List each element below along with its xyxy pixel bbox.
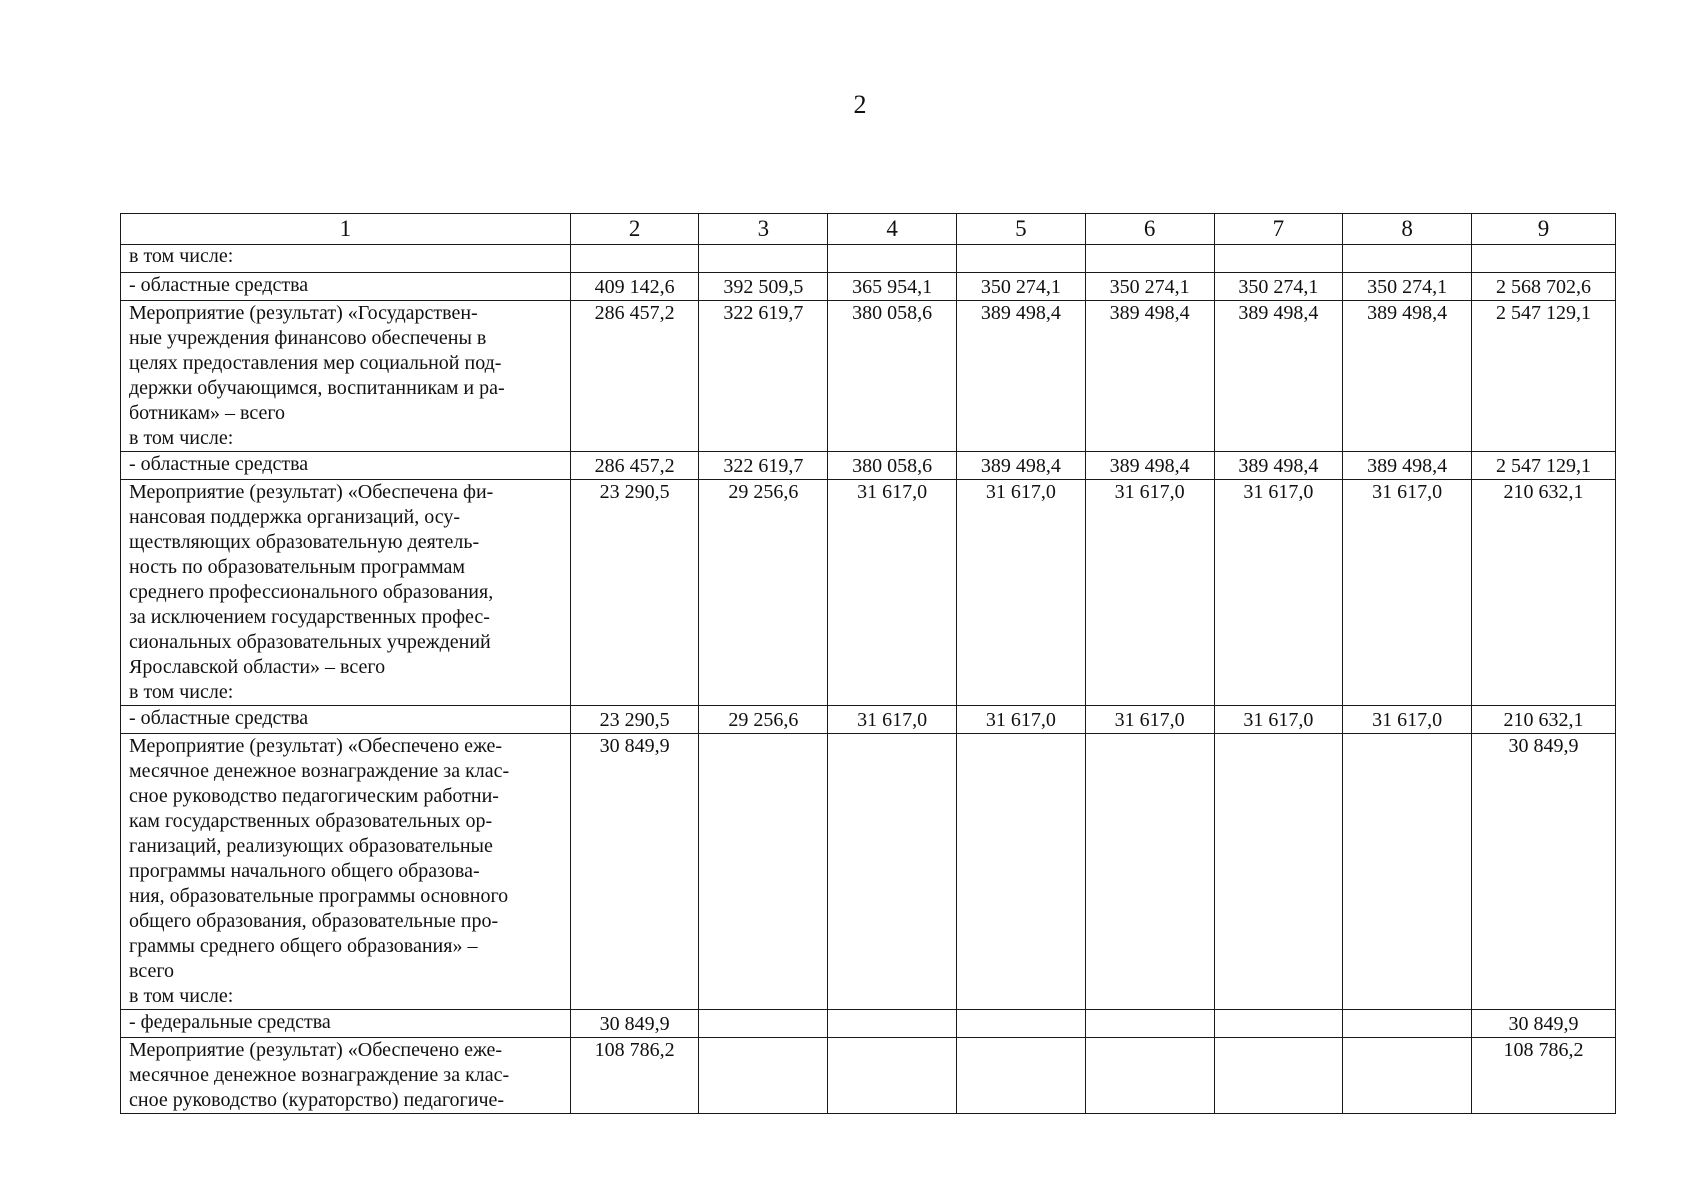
- value-cell-col-6: 350 274,1: [1085, 273, 1214, 301]
- value-cell-col-7: 389 498,4: [1214, 301, 1343, 452]
- value-cell-col-4: 31 617,0: [828, 706, 957, 734]
- value-cell-col-9: 108 786,2: [1472, 1038, 1616, 1114]
- value-cell-col-2: 30 849,9: [570, 1010, 699, 1038]
- row-label-cell: [121, 734, 571, 1010]
- row-label-line: кам государственных образовательных ор-: [129, 810, 493, 832]
- value-cell-col-7: [1214, 1010, 1343, 1038]
- row-label-line: в том числе:: [129, 245, 234, 267]
- value-cell-col-5: 389 498,4: [957, 452, 1086, 480]
- value-cell-col-9: 30 849,9: [1472, 734, 1616, 1010]
- column-header-9: 9: [1472, 214, 1616, 245]
- value-cell-col-6: 31 617,0: [1085, 706, 1214, 734]
- budget-table: [120, 213, 1616, 1114]
- value-cell-col-8: [1343, 245, 1472, 273]
- value-cell-col-5: [957, 1010, 1086, 1038]
- row-label-line: нансовая поддержка организаций, осу-: [129, 506, 461, 528]
- row-label-line: ботникам» – всего: [129, 402, 286, 424]
- row-label-line: в том числе:: [129, 681, 234, 703]
- row-label-cell: [121, 301, 571, 452]
- page-number: 2: [853, 90, 867, 119]
- value-cell-col-8: [1343, 1038, 1472, 1114]
- column-header-6: 6: [1085, 214, 1214, 245]
- value-cell-col-4: 380 058,6: [828, 301, 957, 452]
- row-label-line: сиональных образовательных учреждений: [129, 631, 491, 653]
- value-cell-col-4: 380 058,6: [828, 452, 957, 480]
- value-cell-col-4: [828, 734, 957, 1010]
- row-label-cell: [121, 273, 571, 301]
- value-cell-col-7: [1214, 734, 1343, 1010]
- value-cell-col-8: 389 498,4: [1343, 452, 1472, 480]
- value-cell-col-3: 322 619,7: [699, 301, 828, 452]
- value-cell-col-3: [699, 1010, 828, 1038]
- row-label-line: ния, образовательные программы основного: [129, 885, 509, 907]
- value-cell-col-4: 31 617,0: [828, 480, 957, 706]
- value-cell-col-9: 2 547 129,1: [1472, 301, 1616, 452]
- row-label-line: среднего профессионального образования,: [129, 581, 494, 603]
- value-cell-col-9: [1472, 245, 1616, 273]
- value-cell-col-5: 350 274,1: [957, 273, 1086, 301]
- row-label-line: Мероприятие (результат) «Обеспечено еже-: [129, 735, 503, 757]
- column-header-7: 7: [1214, 214, 1343, 245]
- value-cell-col-8: [1343, 1010, 1472, 1038]
- value-cell-col-9: 210 632,1: [1472, 706, 1616, 734]
- value-cell-col-7: [1214, 1038, 1343, 1114]
- row-label-cell: [121, 452, 571, 480]
- value-cell-col-2: 286 457,2: [570, 452, 699, 480]
- row-label-line: граммы среднего общего образования» –: [129, 935, 478, 957]
- value-cell-col-3: [699, 734, 828, 1010]
- row-label-cell: [121, 1010, 571, 1038]
- row-label-line: общего образования, образовательные про-: [129, 910, 499, 932]
- value-cell-col-2: 23 290,5: [570, 480, 699, 706]
- column-header-4: 4: [828, 214, 957, 245]
- row-label-line: ность по образовательным программам: [129, 556, 466, 578]
- value-cell-col-9: 30 849,9: [1472, 1010, 1616, 1038]
- value-cell-col-6: [1085, 245, 1214, 273]
- value-cell-col-3: [699, 245, 828, 273]
- value-cell-col-5: 389 498,4: [957, 301, 1086, 452]
- value-cell-col-5: 31 617,0: [957, 706, 1086, 734]
- table-row: [121, 480, 1616, 706]
- row-label-line: целях предоставления мер социальной под-: [129, 352, 502, 374]
- row-label-line: ществляющих образовательную деятель-: [129, 531, 480, 553]
- value-cell-col-6: [1085, 1038, 1214, 1114]
- value-cell-col-3: [699, 1038, 828, 1114]
- value-cell-col-6: 389 498,4: [1085, 452, 1214, 480]
- value-cell-col-2: 409 142,6: [570, 273, 699, 301]
- column-header-8: 8: [1343, 214, 1472, 245]
- table-row: [121, 452, 1616, 480]
- value-cell-col-6: [1085, 734, 1214, 1010]
- value-cell-col-5: [957, 734, 1086, 1010]
- value-cell-col-3: 322 619,7: [699, 452, 828, 480]
- table-row: [121, 245, 1616, 273]
- value-cell-col-8: 31 617,0: [1343, 480, 1472, 706]
- value-cell-col-8: [1343, 734, 1472, 1010]
- value-cell-col-5: [957, 1038, 1086, 1114]
- value-cell-col-9: 210 632,1: [1472, 480, 1616, 706]
- value-cell-col-6: [1085, 1010, 1214, 1038]
- header-row: [121, 214, 1616, 245]
- row-label-cell: [121, 706, 571, 734]
- row-label-cell: [121, 245, 571, 273]
- table-row: [121, 1010, 1616, 1038]
- row-label-cell: [121, 1038, 571, 1114]
- column-header-2: 2: [570, 214, 699, 245]
- value-cell-col-3: 392 509,5: [699, 273, 828, 301]
- row-label-line: ные учреждения финансово обеспечены в: [129, 327, 487, 349]
- value-cell-col-5: 31 617,0: [957, 480, 1086, 706]
- row-label-line: Мероприятие (результат) «Обеспечено еже-: [129, 1039, 503, 1061]
- row-label-line: программы начального общего образова-: [129, 860, 480, 882]
- column-header-1: 1: [121, 214, 571, 245]
- row-label-line: Мероприятие (результат) «Государствен-: [129, 302, 478, 324]
- value-cell-col-8: 31 617,0: [1343, 706, 1472, 734]
- value-cell-col-5: [957, 245, 1086, 273]
- row-label-cell: [121, 480, 571, 706]
- value-cell-col-2: [570, 245, 699, 273]
- value-cell-col-2: 108 786,2: [570, 1038, 699, 1114]
- column-header-3: 3: [699, 214, 828, 245]
- value-cell-col-3: 29 256,6: [699, 706, 828, 734]
- row-label-line: - федеральные средства: [129, 1011, 331, 1033]
- value-cell-col-2: 30 849,9: [570, 734, 699, 1010]
- value-cell-col-6: 389 498,4: [1085, 301, 1214, 452]
- table-row: [121, 301, 1616, 452]
- value-cell-col-7: 31 617,0: [1214, 706, 1343, 734]
- row-label-line: в том числе:: [129, 427, 234, 449]
- row-label-line: сное руководство педагогическим работни-: [129, 785, 499, 807]
- value-cell-col-4: [828, 1038, 957, 1114]
- row-label-line: - областные средства: [129, 274, 309, 296]
- row-label-line: - областные средства: [129, 707, 309, 729]
- row-label-line: всего: [129, 960, 175, 982]
- row-label-line: месячное денежное вознаграждение за клас-: [129, 1064, 510, 1086]
- value-cell-col-8: 350 274,1: [1343, 273, 1472, 301]
- value-cell-col-9: 2 547 129,1: [1472, 452, 1616, 480]
- row-label-line: Мероприятие (результат) «Обеспечена фи-: [129, 481, 494, 503]
- value-cell-col-2: 23 290,5: [570, 706, 699, 734]
- value-cell-col-6: 31 617,0: [1085, 480, 1214, 706]
- row-label-line: - областные средства: [129, 453, 309, 475]
- value-cell-col-4: [828, 1010, 957, 1038]
- table-row: [121, 273, 1616, 301]
- budget-table-container: [120, 213, 1616, 1114]
- row-label-line: в том числе:: [129, 985, 234, 1007]
- row-label-line: Ярославской области» – всего: [129, 656, 386, 678]
- value-cell-col-7: 389 498,4: [1214, 452, 1343, 480]
- value-cell-col-3: 29 256,6: [699, 480, 828, 706]
- value-cell-col-7: 350 274,1: [1214, 273, 1343, 301]
- table-row: [121, 706, 1616, 734]
- row-label-line: ганизаций, реализующих образовательные: [129, 835, 493, 857]
- value-cell-col-2: 286 457,2: [570, 301, 699, 452]
- row-label-line: за исключением государственных профес-: [129, 606, 490, 628]
- value-cell-col-7: 31 617,0: [1214, 480, 1343, 706]
- table-row: [121, 734, 1616, 1010]
- value-cell-col-7: [1214, 245, 1343, 273]
- row-label-line: сное руководство (кураторство) педагогиче-: [129, 1089, 505, 1111]
- value-cell-col-4: [828, 245, 957, 273]
- row-label-line: месячное денежное вознаграждение за клас-: [129, 760, 510, 782]
- value-cell-col-9: 2 568 702,6: [1472, 273, 1616, 301]
- row-label-line: держки обучающимся, воспитанникам и ра-: [129, 377, 505, 399]
- table-body: [121, 245, 1616, 1114]
- table-row: [121, 1038, 1616, 1114]
- value-cell-col-8: 389 498,4: [1343, 301, 1472, 452]
- value-cell-col-4: 365 954,1: [828, 273, 957, 301]
- column-header-5: 5: [957, 214, 1086, 245]
